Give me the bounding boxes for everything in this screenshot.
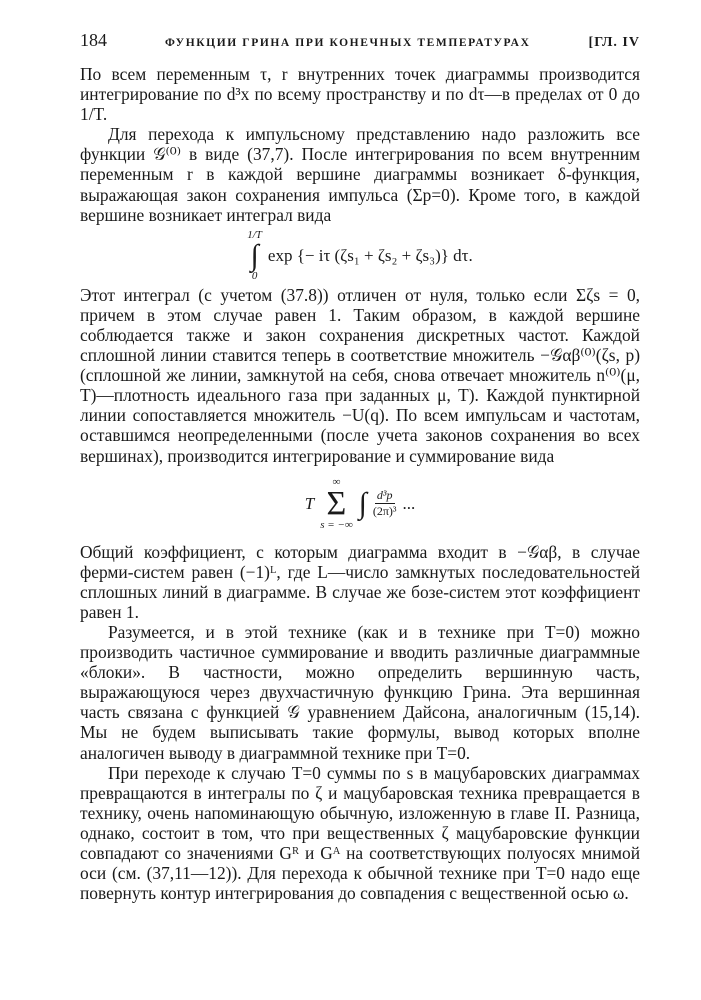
- fraction-denominator: (2π)³: [372, 504, 397, 519]
- sum-upper-limit: ∞: [332, 475, 341, 488]
- page-number: 184: [80, 30, 107, 50]
- formula-suffix: ...: [402, 493, 416, 513]
- integral-sign-2: ∫: [358, 486, 367, 520]
- sum-sign: ∞ Σ s = −∞: [320, 475, 353, 531]
- integral-lower-limit: 0: [251, 269, 258, 282]
- sum-integral-formula: [80, 466, 640, 542]
- paragraph-1: По всем переменным τ, r внутренних точек диаграммы производится интегрирование по d³x по всему пространству и по dτ—в пределах от 0 до 1/T.: [80, 64, 640, 125]
- paragraph-6: При переходе к случаю T=0 суммы по s в мацубаровских диаграммах превращаются в интегралы по ζ и мацубаровская техника превращается в технику, очень напоминающую обычную, изложенную в главе II. Разница, однако, состоит в том, что при вещественных ζ мацубаровские функции совпадают со значениями Gᴿ и Gᴬ на соответствующих полуосях мнимой оси (см. (37,11—12)). Для перехода к обычной технике при T=0 надо еще повернуть контур интегрирования до совпадения с вещественной осью ω.: [80, 762, 640, 904]
- paragraph-3: Этот интеграл (с учетом (37.8)) отличен от нуля, только если Σζs = 0, причем в этом случае равен 1. Таким образом, в каждой вершине соблюдается также и закон сохранения дискретных частот. Каждой сплошной линии ставится теперь в соответствие множитель −𝒢αβ⁽⁰⁾(ζs, p) (сплошной же линии, замкнутой на себя, снова отвечает множитель n⁽⁰⁾(μ, T)—плотность идеального газа при заданных μ, T). Каждой пунктирной линии сопоставляется множитель −U(q). По всем импульсам и частотам, оставшимся неопределенными (после учета законов сохранения во всех вершинах), производится интегрирование и суммирование вида: [80, 284, 640, 466]
- sum-lower-limit: s = −∞: [320, 518, 353, 531]
- page: [80, 30, 640, 903]
- vertex-integral-formula: [80, 227, 640, 285]
- paragraph-2: Для перехода к импульсному представлению надо разложить все функции 𝒢⁽⁰⁾ в виде (37,7). После интегрирования по всем внутренним переменным r в каждой вершине диаграммы возникает δ-функция, выражающая закон сохранения импульса (Σp=0). Кроме того, в каждой вершине возникает интеграл вида: [80, 124, 640, 225]
- chapter-label: [ГЛ. IV: [588, 35, 640, 50]
- formula-prefix: T: [304, 493, 315, 513]
- paragraph-5: Разумеется, и в этой технике (как и в технике при T=0) можно производить частичное суммирование и вводить различные диаграммные «блоки». В частности, можно определить вершинную часть, выражающуюся через двухчастичную функцию Грина. Эта вершинная часть связана с функцией 𝒢 уравнением Дайсона, аналогичным (15,14). Мы не будем выписывать такие формулы, вывод которых вполне аналогичен выводу в диаграммной технике при T=0.: [80, 621, 640, 763]
- paragraph-4: Общий коэффициент, с которым диаграмма входит в −𝒢αβ, в случае ферми-систем равен (−1)ᴸ, где L—число замкнутых последовательностей сплошных линий в диаграмме. В случае же бозе-систем этот коэффициент равен 1.: [80, 541, 640, 622]
- running-title: ФУНКЦИИ ГРИНА ПРИ КОНЕЧНЫХ ТЕМПЕРАТУРАХ: [165, 37, 531, 49]
- integral-upper-limit: 1/T: [247, 228, 262, 241]
- running-header: [80, 30, 640, 52]
- fraction-numerator: d³p: [376, 488, 393, 503]
- integrand: exp {− iτ (ζs₁ + ζs₂ + ζs₃)} dτ.: [267, 245, 473, 265]
- integral-sign: 1/T ∫ 0: [247, 228, 262, 282]
- measure-fraction: [371, 488, 399, 519]
